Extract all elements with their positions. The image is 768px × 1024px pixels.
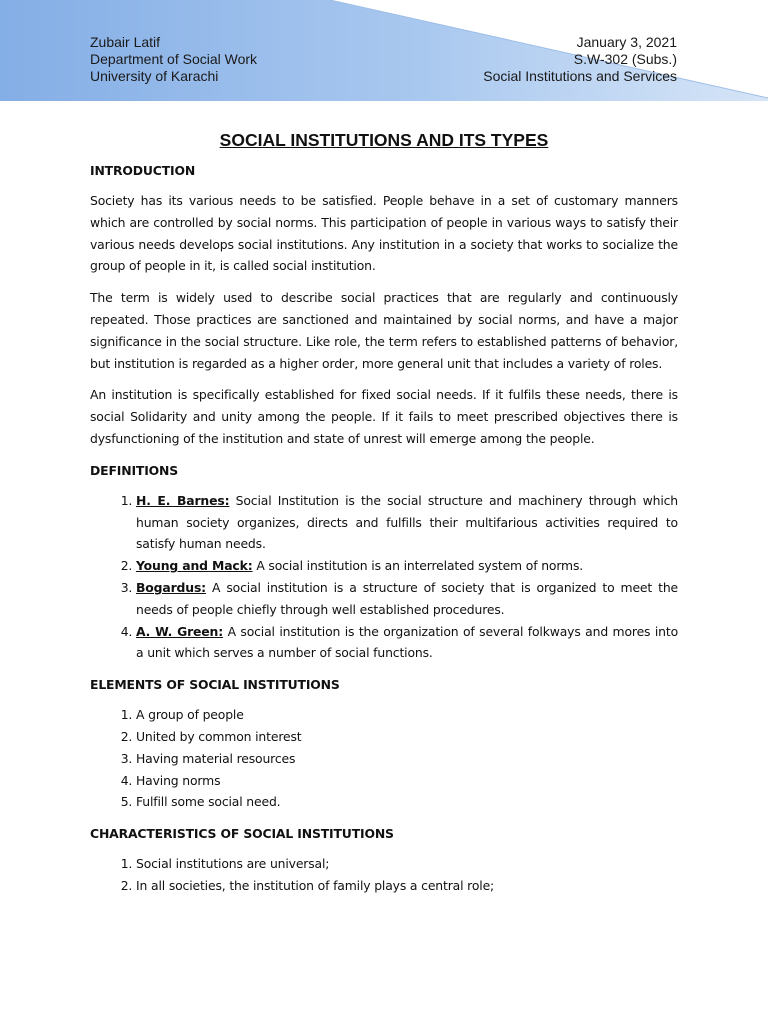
definition-text: Social Institution is the social structure and machinery through which human society organizes, directs and fulfills their multifarious activities required to satisfy human needs. — [136, 492, 678, 552]
definition-item — [136, 621, 678, 665]
section-heading-characteristics: CHARACTERISTICS OF SOCIAL INSTITUTIONS — [90, 826, 394, 842]
header-course-block — [483, 34, 677, 85]
definition-item — [136, 490, 678, 555]
document-title: SOCIAL INSTITUTIONS AND ITS TYPES — [219, 130, 549, 150]
list-item: 1. Social institutions are universal; — [136, 853, 678, 875]
definition-item — [136, 577, 678, 621]
list-item: 3. Having material resources — [136, 748, 678, 770]
intro-paragraph-1: Society has its various needs to be satisfied. People behave in a set of customary manners which are controlled by social norms. This participation of people in various ways to satisfy their various needs develops social institutions. Any institution in a society that works to socialize the group of people in it, is called social institution. — [90, 193, 678, 274]
page-header-banner — [0, 0, 768, 102]
document-date: January 3, 2021 — [576, 34, 677, 50]
list-item: 2. United by common interest — [136, 726, 678, 748]
header-author-block — [90, 34, 257, 85]
intro-paragraph-2: The term is widely used to describe social practices that are regularly and continuously repeated. Those practices are sanctioned and maintained by social norms, and have a major significance in the social structure. Like role, the term refers to established patterns of behavior, but institution is regarded as a higher order, more general unit that includes a variety of roles. — [90, 290, 678, 371]
definition-term: A. W. Green: — [136, 623, 224, 639]
definition-text: A social institution is an interrelated system of norms. — [252, 558, 584, 574]
intro-paragraph-3: An institution is specifically established for fixed social needs. If it fulfils these needs, there is social Solidarity and unity among the people. If it fails to meet prescribed objectives there is dysfunctioning of the institution and state of unrest will emerge among the people. — [90, 387, 678, 446]
definitions-list — [90, 490, 678, 664]
course-code: S.W-302 (Subs.) — [573, 51, 677, 67]
section-heading-introduction: INTRODUCTION — [90, 163, 196, 178]
definition-text: A social institution is a structure of society that is organized to meet the needs of people chiefly through well established procedures. — [136, 579, 678, 617]
list-item: 2. In all societies, the institution of family plays a central role; — [136, 875, 678, 897]
course-title: Social Institutions and Services — [483, 68, 677, 84]
elements-list — [90, 704, 678, 813]
list-item: 4. Having norms — [136, 770, 678, 792]
section-heading-elements: ELEMENTS OF SOCIAL INSTITUTIONS — [90, 677, 340, 693]
definition-term: Bogardus: — [136, 579, 206, 595]
list-item: 1. A group of people — [136, 704, 678, 726]
department-name: Department of Social Work — [90, 51, 258, 67]
document-body — [90, 128, 678, 907]
definition-term: H. E. Barnes: — [136, 492, 230, 508]
author-name: Zubair Latif — [90, 34, 161, 50]
definition-item — [136, 555, 678, 577]
university-name: University of Karachi — [90, 68, 219, 84]
list-item: 5. Fulfill some social need. — [136, 791, 678, 813]
definition-term: Young and Mack: — [136, 558, 253, 574]
section-heading-definitions: DEFINITIONS — [90, 462, 179, 478]
definition-text: A social institution is the organization of several folkways and mores into a unit which serves a number of social functions. — [136, 623, 678, 661]
characteristics-list — [90, 853, 678, 897]
